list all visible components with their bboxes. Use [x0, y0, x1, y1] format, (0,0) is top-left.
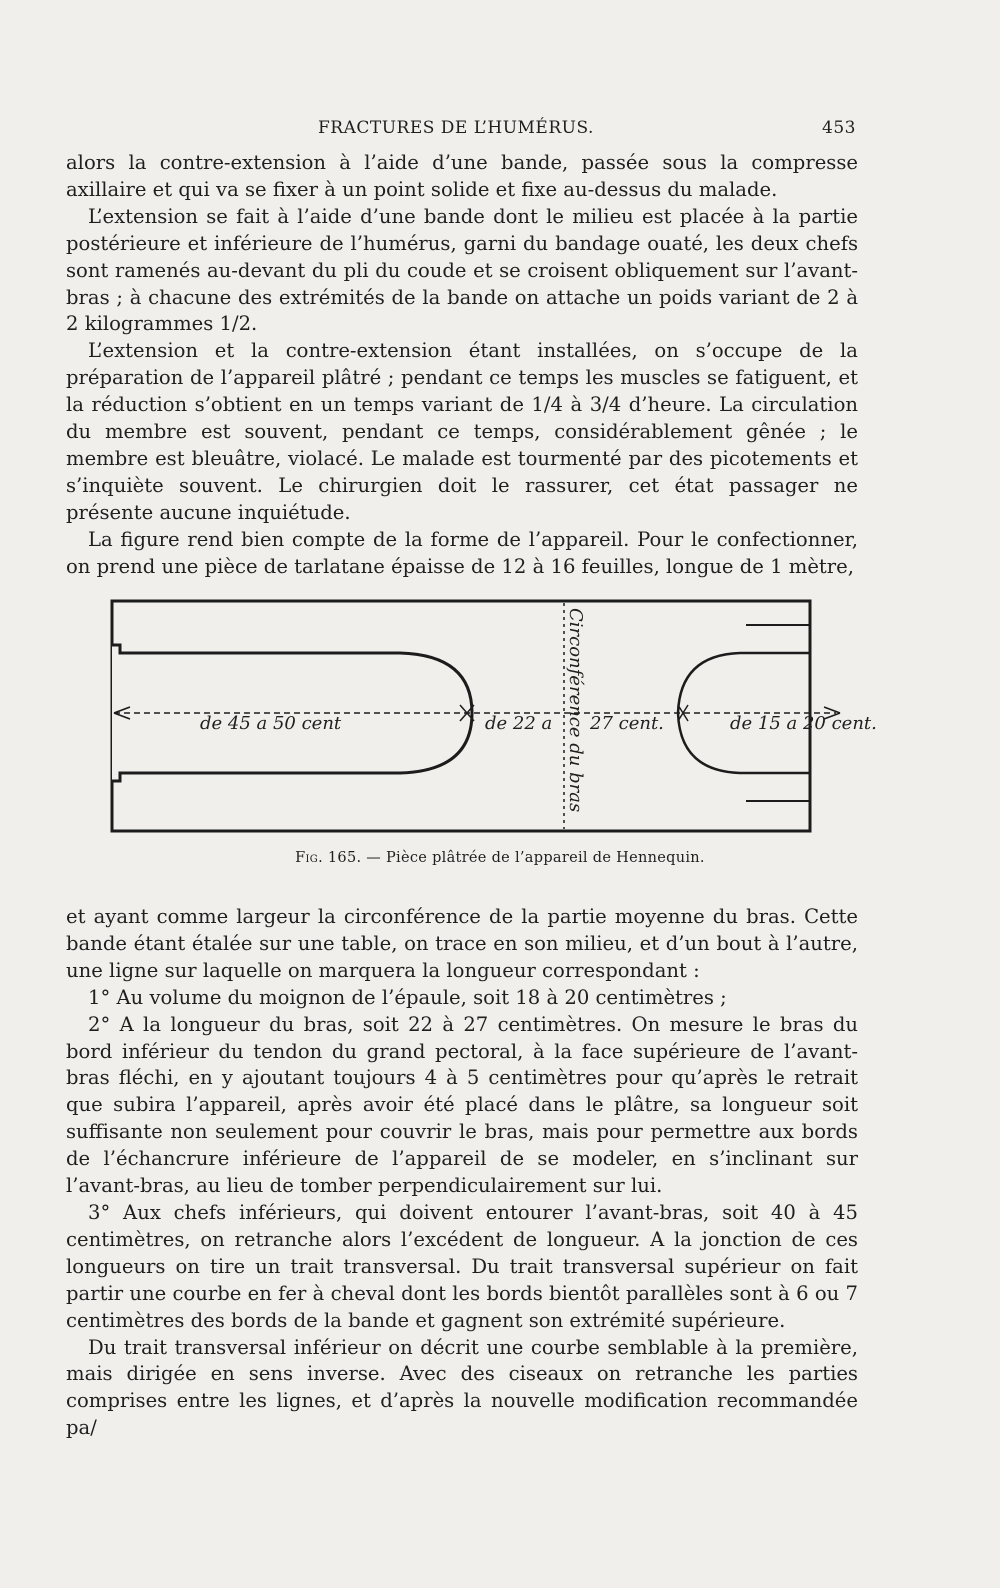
list-item: 3° Aux chefs inférieurs, qui doivent entourer l’avant-bras, soit 40 à 45 centimètres, on retranche alors l’excédent de longueur. A la jonction de ces longueurs on tire un trait transversal. Du trait transversal supérieur on fait partir une courbe en fer à cheval dont les bords bientôt parallèles sont à 6 ou 7 centimètres des bords de la bande et gagnent son extrémité supérieure. [66, 1200, 858, 1332]
paragraph: L’extension se fait à l’aide d’une bande dont le milieu est placée à la partie postérieure et inférieure de l’humérus, garni du bandage ouaté, les deux chefs sont ramenés au-devant du pli du coude et se croisent obliquement sur l’avant-bras ; à chacune des extrémités de la bande on attache un poids variant de 2 à 2 kilogrammes 1/2. [66, 204, 858, 336]
page-number: 453 [822, 118, 856, 138]
text-block-bottom [66, 904, 858, 1442]
running-title: FRACTURES DE L’HUMÉRUS. [318, 118, 594, 138]
paragraph: La figure rend bien compte de la forme de l’appareil. Pour le confectionner, on prend une pièce de tarlatane épaisse de 12 à 16 feuilles, longue de 1 mètre, [66, 527, 858, 578]
list-item: 2° A la longueur du bras, soit 22 à 27 centimètres. On mesure le bras du bord inférieur du tendon du grand pectoral, à la face supérieure de l’avant-bras fléchi, en y ajoutant toujours 4 à 5 centimètres pour qu’après le retrait que subira l’appareil, après avoir été placé dans le plâtre, sa longueur soit suffisante non seulement pour couvrir le bras, mais pour permettre aux bords de l’échancrure inférieure de l’appareil de se modeler, en s’inclinant sur l’avant-bras, au lieu de tomber perpendiculairement sur lui. [66, 1012, 858, 1198]
forearm-length-label: de 15 a 20 cent. [730, 713, 877, 734]
caption-text: — Pièce plâtrée de l’appareil de Hennequin. [366, 850, 705, 866]
list-item: 1° Au volume du moignon de l’épaule, soit 18 à 20 centimètres ; [88, 985, 727, 1009]
figure-caption [0, 850, 1000, 866]
paragraph: et ayant comme largeur la circonférence de la partie moyenne du bras. Cette bande étant étalée sur une table, on trace en son milieu, et d’un bout à l’autre, une ligne sur laquelle on marquera la longueur correspondant : [66, 905, 858, 982]
paragraph: Du trait transversal inférieur on décrit une courbe semblable à la première, mais dirigée en sens inverse. Avec des ciseaux on retranche les parties comprises entre les lignes, et d’après la nouvelle modification recommandée pa/ [66, 1335, 858, 1440]
paragraph: L’extension et la contre-extension étant installées, on s’occupe de la préparation de l’appareil plâtré ; pendant ce temps les muscles se fatiguent, et la réduction s’obtient en un temps variant de 1/4 à 3/4 d’heure. La circulation du membre est souvent, pendant ce temps, considérablement gênée ; le membre est bleuâtre, violacé. Le malade est tourmenté par des picotements et s’inquiète souvent. Le chirurgien doit le rassurer, cet état passager ne présente aucune inquiétude. [66, 339, 858, 524]
paragraph: alors la contre-extension à l’aide d’une bande, passée sous la compresse axillaire et qui va se fixer à un point solide et fixe au-dessus du malade. [66, 151, 858, 201]
text-block-top [66, 150, 858, 581]
arm-length-end-label: 27 cent. [590, 713, 664, 734]
figure-165 [100, 595, 877, 840]
shoulder-length-label: de 45 a 50 cent [200, 713, 342, 734]
arm-length-label: de 22 a [485, 713, 553, 734]
figure-number: Fig. 165. [295, 850, 362, 866]
circumference-label: Circonférence du bras [565, 608, 586, 813]
running-header [66, 116, 856, 144]
